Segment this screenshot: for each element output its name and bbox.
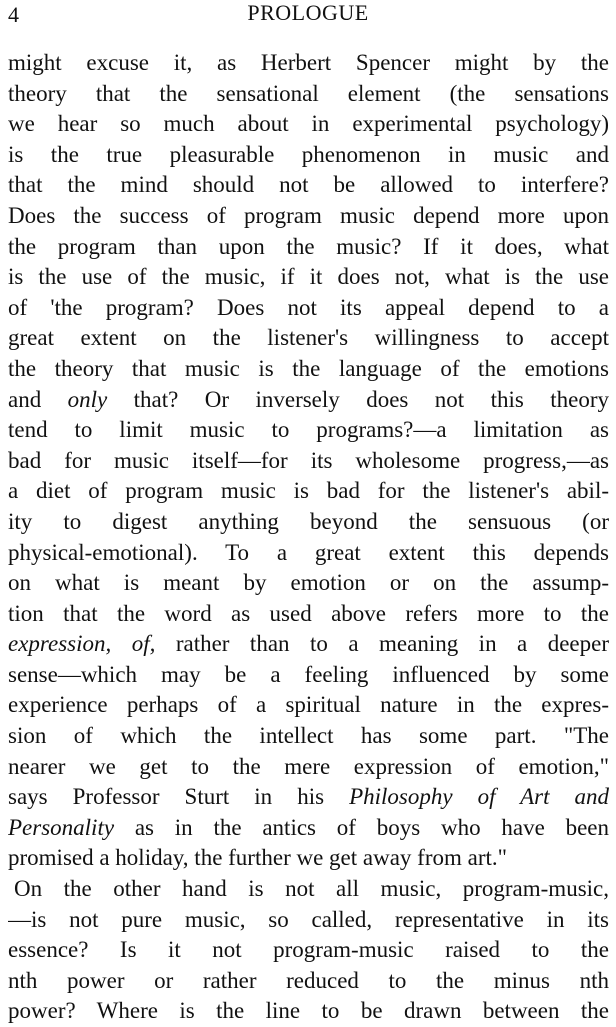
text-segment: essence? Is it not program-music raised to the xyxy=(8,937,609,963)
text-line xyxy=(8,568,609,599)
text-segment: of 'the program? Does not its appeal depend to a xyxy=(8,294,609,320)
text-line xyxy=(8,507,609,538)
text-line xyxy=(8,843,609,874)
text-line xyxy=(8,48,609,79)
text-segment: promised a holiday, the further we get away from art." xyxy=(8,845,508,871)
text-segment: power? Where is the line to be drawn between the xyxy=(8,998,609,1024)
text-line xyxy=(8,170,609,201)
text-line xyxy=(8,721,609,752)
text-line xyxy=(8,813,609,844)
text-line xyxy=(8,690,609,721)
text-line xyxy=(8,385,609,416)
italic-text: expression, of, xyxy=(8,631,156,657)
text-segment: bad for music itself—for its wholesome progress,—as xyxy=(8,447,609,473)
text-segment: the theory that music is the language of the emotions xyxy=(8,355,609,381)
text-segment: great extent on the listener's willingness to accept xyxy=(8,325,609,351)
text-segment: tend to limit music to programs?—a limitation as xyxy=(8,417,609,443)
text-segment: On the other hand is not all music, program-music, xyxy=(14,876,609,902)
italic-text: Personality xyxy=(8,814,115,840)
text-line xyxy=(8,905,609,936)
text-line xyxy=(8,415,609,446)
text-segment: physical-emotional). To a great extent this depends xyxy=(8,539,609,565)
text-line xyxy=(8,966,609,997)
text-segment: ity to digest anything beyond the sensuous (or xyxy=(8,508,609,534)
text-line xyxy=(8,996,609,1027)
text-segment: is the use of the music, if it does not, what is the use xyxy=(8,264,609,290)
text-segment: says Professor Sturt in his xyxy=(8,784,350,810)
text-segment: nearer we get to the mere expression of emotion," xyxy=(8,753,609,779)
text-line xyxy=(8,323,609,354)
text-line xyxy=(8,79,609,110)
text-line xyxy=(8,660,609,691)
text-line xyxy=(8,935,609,966)
text-segment: theory that the sensational element (the sensations xyxy=(8,80,609,106)
text-segment: that? Or inversely does not this theory xyxy=(107,386,609,412)
text-segment: nth power or rather reduced to the minus nth xyxy=(8,967,609,993)
italic-text: Philosophy of Art and xyxy=(349,784,609,810)
text-segment: might excuse it, as Herbert Spencer might by the xyxy=(8,50,609,75)
text-segment: that the mind should not be allowed to interfere? xyxy=(8,172,609,198)
text-line xyxy=(8,752,609,783)
text-segment: on what is meant by emotion or on the assump- xyxy=(8,570,609,596)
body-text xyxy=(8,48,609,1027)
text-segment: rather than to a meaning in a deeper xyxy=(155,631,609,657)
text-line xyxy=(8,538,609,569)
text-segment: a diet of program music is bad for the listener's abil- xyxy=(8,478,609,504)
text-segment: sense—which may be a feeling influenced by some xyxy=(8,661,609,687)
text-line xyxy=(8,109,609,140)
text-segment: and xyxy=(8,386,68,412)
text-line xyxy=(8,446,609,477)
text-line xyxy=(8,782,609,813)
running-head: PROLOGUE xyxy=(247,0,369,25)
text-line xyxy=(8,201,609,232)
text-line xyxy=(8,232,609,263)
text-line xyxy=(8,293,609,324)
text-segment: tion that the word as used above refers more to the xyxy=(8,600,609,626)
text-segment: —is not pure music, so called, representative in its xyxy=(8,906,609,932)
text-segment: as in the antics of boys who have been xyxy=(114,814,609,840)
text-segment: is the true pleasurable phenomenon in music and xyxy=(8,141,609,167)
text-segment: Does the success of program music depend more upon xyxy=(8,202,609,228)
text-line xyxy=(8,629,609,660)
text-segment: we hear so much about in experimental psychology) xyxy=(8,111,609,137)
text-segment: sion of which the intellect has some part. "The xyxy=(8,723,609,749)
page-number: 4 xyxy=(8,2,19,27)
text-line xyxy=(8,874,609,905)
text-segment: experience perhaps of a spiritual nature in the expres- xyxy=(8,692,609,718)
text-segment: the program than upon the music? If it does, what xyxy=(8,233,609,259)
text-line xyxy=(8,140,609,171)
text-line xyxy=(8,476,609,507)
italic-text: only xyxy=(67,386,108,412)
page-header xyxy=(0,0,616,36)
text-line xyxy=(8,599,609,630)
text-line xyxy=(8,354,609,385)
text-line xyxy=(8,262,609,293)
